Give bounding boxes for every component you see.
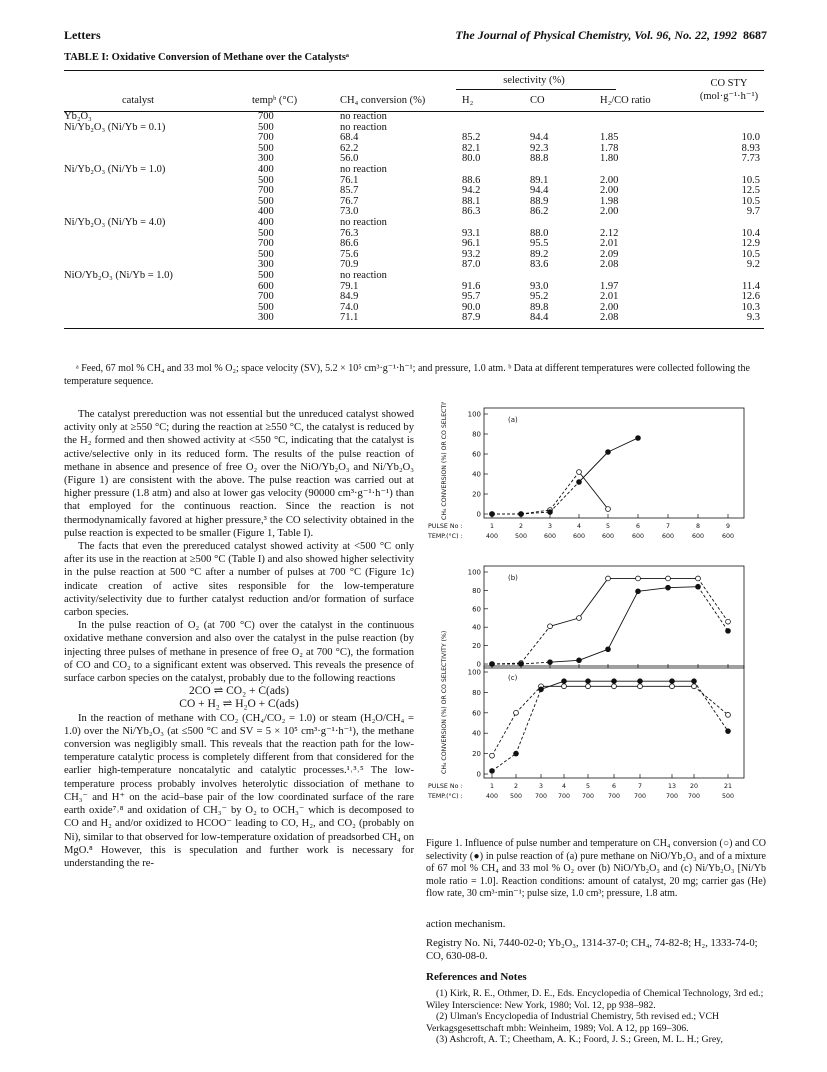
- table-cell: 92.3: [530, 142, 549, 154]
- right-column-text: [426, 918, 766, 1046]
- series-line: [608, 591, 638, 649]
- page-number: 8687: [743, 28, 767, 42]
- table-row: [64, 218, 764, 229]
- table-cell: 500: [258, 227, 274, 239]
- series-line: [492, 663, 521, 664]
- co-selectivity-point: [548, 660, 553, 665]
- table-row: [64, 176, 764, 187]
- temperature-value: 700: [607, 793, 621, 800]
- reference-item: (2) Ulman's Encyclopedia of Industrial Chemistry, 5th revised ed.; VCH Verkagsgesettschaft mbh: Weinheim, 1989; Vol. A 12, pp 169–306.: [426, 1011, 720, 1034]
- series-line: [521, 662, 550, 664]
- table-cell: 500: [258, 301, 274, 313]
- table-cell: no reaction: [340, 163, 387, 175]
- y-tick-label: 80: [472, 430, 481, 439]
- table-cell: 2.09: [600, 248, 619, 260]
- table-cell: 500: [258, 174, 274, 186]
- table-cell: 600: [258, 280, 274, 292]
- table-cell: 56.0: [340, 153, 359, 165]
- ch4-conversion-point: [490, 753, 495, 758]
- table-cell: 84.4: [530, 312, 549, 324]
- table-cell: 11.4: [742, 280, 760, 292]
- table-row: [64, 271, 764, 282]
- figure-1-plots: [426, 402, 756, 834]
- y-tick-label: 0: [476, 770, 481, 779]
- table-cell: 94.4: [530, 185, 549, 197]
- header-selectivity: selectivity (%): [503, 75, 565, 86]
- table-cell: 62.2: [340, 142, 359, 154]
- table-cell: 94.4: [530, 132, 549, 144]
- table-cell: 500: [258, 121, 274, 133]
- table-cell: 87.0: [462, 259, 481, 271]
- registry-numbers: Registry No. Ni, 7440-02-0; Yb₂O₃, 1314-37-0; CH₄, 74-82-8; H₂, 1333-74-0; CO, 630-08-0.: [426, 938, 758, 962]
- table-cell: 12.9: [741, 238, 760, 250]
- panel-b-label: (b): [508, 574, 518, 582]
- panel-c-label: (c): [508, 674, 518, 682]
- header-sty-line2: (mol·g⁻¹·h⁻¹): [699, 91, 759, 102]
- data-table: [64, 70, 764, 329]
- co-selectivity-point: [548, 510, 553, 515]
- co-selectivity-point: [696, 584, 701, 589]
- table-cell: 76.7: [340, 195, 359, 207]
- table-cell: NiO/Yb₂O₃ (Ni/Yb = 1.0): [64, 269, 173, 281]
- table-cell: 1.80: [600, 153, 619, 165]
- co-selectivity-point: [670, 679, 675, 684]
- table-cell: 700: [258, 132, 274, 144]
- pulse-number: 2: [518, 523, 524, 530]
- pulse-number: 6: [635, 523, 641, 530]
- pulse-number: 3: [547, 523, 553, 530]
- running-header-section: Letters: [64, 28, 101, 42]
- header-sty-line1: CO STY: [710, 78, 748, 89]
- left-column-text: [64, 408, 414, 870]
- table-row: [64, 250, 764, 261]
- table-cell: 9.3: [746, 312, 760, 324]
- temperature-value: 600: [601, 533, 615, 540]
- ch4-conversion-point: [670, 684, 675, 689]
- ch4-conversion-point: [612, 684, 617, 689]
- pulse-number: 3: [538, 783, 544, 790]
- table-cell: 700: [258, 111, 274, 122]
- y-axis-label-bc: CH₄ CONVERSION (%) OR CO SELECTIVITY (%): [441, 630, 448, 774]
- paragraph-tail: action mechanism.: [426, 919, 506, 930]
- table-cell: 2.00: [600, 206, 619, 218]
- y-tick-label: 40: [472, 729, 481, 738]
- co-selectivity-point: [606, 450, 611, 455]
- series-line: [550, 660, 579, 662]
- table-cell: no reaction: [340, 121, 387, 133]
- table-cell: 87.9: [462, 312, 481, 324]
- references-heading: References and Notes: [426, 971, 527, 983]
- temperature-value: 500: [514, 533, 528, 540]
- table-body: [64, 112, 764, 324]
- table-cell: 300: [258, 259, 274, 271]
- pulse-label-a: PULSE No :: [428, 523, 463, 530]
- table-cell: 86.6: [340, 238, 359, 250]
- pulse-label-c: PULSE No :: [428, 783, 463, 790]
- co-selectivity-point: [490, 769, 495, 774]
- table-row: [64, 313, 764, 324]
- table-cell: Yb₂O₃: [64, 111, 92, 122]
- co-selectivity-point: [726, 628, 731, 633]
- table-cell: 86.2: [530, 206, 549, 218]
- pulse-number: 1: [489, 783, 495, 790]
- table-cell: 2.01: [600, 291, 619, 303]
- table-cell: 88.6: [462, 174, 481, 186]
- table-cell: 300: [258, 312, 274, 324]
- table-row: [64, 144, 764, 155]
- table-cell: 12.5: [741, 185, 760, 197]
- header-ratio: H₂/CO ratio: [600, 95, 651, 106]
- temperature-value: 700: [687, 793, 701, 800]
- paragraph: In the reaction of methane with CO₂ (CH₄/CO₂ = 1.0) or steam (H₂O/CH₄ = 1.0) over the Ni/Yb₂O₃ (at ≤500 °C and SV = 5 × 10⁵ cm³·g⁻¹·h⁻¹), the methane conversion was negligibly small. This reveals that the reaction path for the low-temperature catalytic process is completely different from that considered for the earlier high-temperature noncatalytic and catalytic processes.¹˒³˒⁵ The low-temperature process probably involves heterolytic dissociation of methane to CH₃⁻ and H⁺ on the acid–base pair of the low coordinated surface of the rare earth oxide⁷˒⁸ and oxidation of CH₃⁻ by O₂ to OCH₃⁻ which is decomposed to CO and H₂ and/or oxidized to HCOO⁻ leading to CO, H₂, and CO₂ (probably on Ni), similar to that observed for low-temperature oxidation of preadsorbed CH₄ on MgO.⁸ However, this is speculation and further work is necessary for understanding the re-: [64, 712, 414, 869]
- running-header-journal: [455, 28, 767, 43]
- table-title: TABLE I: Oxidative Conversion of Methane over the Catalystsᵃ: [64, 52, 349, 63]
- pulse-number: 5: [585, 783, 591, 790]
- ch4-conversion-point: [562, 684, 567, 689]
- table-cell: 1.78: [600, 142, 619, 154]
- table-cell: 12.6: [741, 291, 760, 303]
- series-line: [516, 686, 541, 713]
- table-cell: 96.1: [462, 238, 481, 250]
- header-h2: H₂: [462, 95, 474, 106]
- series-line: [698, 578, 728, 621]
- pulse-number: 20: [689, 783, 699, 790]
- table-cell: 71.1: [340, 312, 359, 324]
- co-selectivity-point: [636, 436, 641, 441]
- table-cell: 500: [258, 269, 274, 281]
- header-conversion: CH₄ conversion (%): [340, 95, 426, 106]
- y-tick-label: 60: [472, 450, 481, 459]
- table-cell: 10.5: [741, 248, 760, 260]
- table-cell: 2.01: [600, 238, 619, 250]
- co-selectivity-point: [562, 679, 567, 684]
- pulse-number: 5: [605, 523, 611, 530]
- temperature-value: 600: [721, 533, 735, 540]
- table-cell: 10.3: [741, 301, 760, 313]
- header-temp: tempᵇ (°C): [252, 95, 298, 106]
- temperature-value: 700: [581, 793, 595, 800]
- ch4-conversion-point: [586, 684, 591, 689]
- table-cell: Ni/Yb₂O₃ (Ni/Yb = 4.0): [64, 216, 166, 228]
- series-line: [579, 649, 608, 660]
- ch4-conversion-point: [514, 710, 519, 715]
- co-selectivity-point: [490, 512, 495, 517]
- series-line: [521, 626, 550, 663]
- table-cell: 93.2: [462, 248, 481, 260]
- table-row: [64, 112, 764, 123]
- ch4-conversion-point: [666, 576, 671, 581]
- panel-a-label: (a): [508, 416, 518, 424]
- header-co: CO: [530, 95, 545, 106]
- table-cell: 88.1: [462, 195, 481, 207]
- table-cell: 2.00: [600, 185, 619, 197]
- journal-citation: The Journal of Physical Chemistry, Vol. 96, No. 22, 1992: [455, 28, 737, 42]
- header-catalyst: catalyst: [122, 95, 155, 106]
- y-tick-label: 40: [472, 470, 481, 479]
- table-cell: 95.5: [530, 238, 549, 250]
- series-line: [694, 681, 728, 731]
- temperature-value: 600: [543, 533, 557, 540]
- pulse-number: 2: [513, 783, 519, 790]
- table-cell: 84.9: [340, 291, 359, 303]
- table-cell: 10.5: [741, 195, 760, 207]
- y-axis-label-a: CH₄ CONVERSION (%) OR CO SELECTIVITY (%): [441, 402, 448, 520]
- series-line: [516, 689, 541, 753]
- table-cell: 7.73: [741, 153, 760, 165]
- co-selectivity-point: [519, 512, 524, 517]
- panel-a-frame: [484, 408, 744, 518]
- table-row: [64, 239, 764, 250]
- co-selectivity-point: [577, 480, 582, 485]
- table-cell: 86.3: [462, 206, 481, 218]
- series-line: [638, 588, 668, 592]
- table-row: [64, 133, 764, 144]
- reference-item: (3) Ashcroft, A. T.; Cheetham, A. K.; Foord, J. S.; Green, M. L. H.; Grey,: [436, 1034, 723, 1045]
- table-cell: 75.6: [340, 248, 359, 260]
- pulse-number: 1: [489, 523, 495, 530]
- y-tick-label: 20: [472, 642, 481, 651]
- co-selectivity-point: [539, 687, 544, 692]
- table-cell: 500: [258, 142, 274, 154]
- series-line: [550, 482, 579, 512]
- table-cell: 89.1: [530, 174, 549, 186]
- table-cell: no reaction: [340, 216, 387, 228]
- ch4-conversion-point: [726, 619, 731, 624]
- table-row: [64, 292, 764, 303]
- table-cell: 10.0: [741, 132, 760, 144]
- table-cell: 2.00: [600, 301, 619, 313]
- temperature-value: 400: [485, 533, 499, 540]
- y-tick-label: 60: [472, 605, 481, 614]
- table-cell: 80.0: [462, 153, 481, 165]
- table-cell: 1.98: [600, 195, 619, 207]
- pulse-number: 9: [725, 523, 731, 530]
- co-selectivity-point: [666, 585, 671, 590]
- ch4-conversion-point: [692, 684, 697, 689]
- table-cell: 500: [258, 248, 274, 260]
- table-cell: 88.9: [530, 195, 549, 207]
- table-cell: 1.97: [600, 280, 619, 292]
- co-selectivity-point: [577, 658, 582, 663]
- temperature-value: 600: [631, 533, 645, 540]
- table-cell: 89.2: [530, 248, 549, 260]
- table-cell: 88.0: [530, 227, 549, 239]
- series-line: [668, 587, 698, 588]
- table-cell: Ni/Yb₂O₃ (Ni/Yb = 0.1): [64, 121, 166, 133]
- co-selectivity-point: [726, 729, 731, 734]
- table-cell: 76.1: [340, 174, 359, 186]
- co-selectivity-point: [606, 647, 611, 652]
- table-cell: 700: [258, 185, 274, 197]
- table-row: [64, 207, 764, 218]
- pulse-number: 7: [665, 523, 671, 530]
- table-cell: 500: [258, 195, 274, 207]
- temperature-value: 700: [557, 793, 571, 800]
- table-cell: 10.5: [741, 174, 760, 186]
- pulse-number: 13: [667, 783, 677, 790]
- temperature-value: 600: [691, 533, 705, 540]
- table-row: [64, 303, 764, 314]
- table-cell: 79.1: [340, 280, 359, 292]
- series-line: [579, 452, 608, 482]
- table-cell: 82.1: [462, 142, 481, 154]
- y-tick-label: 40: [472, 623, 481, 632]
- pulse-number: 8: [695, 523, 701, 530]
- reference-item: (1) Kirk, R. E., Othmer, D. E., Eds. Encyclopedia of Chemical Technology, 3rd ed.; Wiley Interscience: New York, 1980; Vol. 12, pp 938–982.: [426, 988, 764, 1011]
- table-row: [64, 282, 764, 293]
- header-sty: [684, 77, 774, 103]
- table-cell: 91.6: [462, 280, 481, 292]
- series-line: [521, 512, 550, 514]
- y-tick-label: 0: [476, 510, 481, 519]
- references-list: [426, 988, 766, 1046]
- pulse-number: 7: [637, 783, 643, 790]
- series-line: [521, 510, 550, 514]
- table-cell: 68.4: [340, 132, 359, 144]
- series-line: [541, 681, 564, 689]
- pulse-number: 6: [611, 783, 617, 790]
- temp-label-a: TEMP.(°C) :: [428, 533, 463, 540]
- series-line: [492, 713, 516, 756]
- temperature-value: 600: [572, 533, 586, 540]
- series-line: [698, 587, 728, 631]
- series-line: [550, 472, 579, 510]
- table-cell: 90.0: [462, 301, 481, 313]
- equation-2: CO + H₂ ⇌ H₂O + C(ads): [179, 698, 299, 711]
- ch4-conversion-point: [726, 712, 731, 717]
- figure-1: [426, 402, 756, 834]
- paragraph: The catalyst prereduction was not essential but the unreduced catalyst showed activity only at ≥550 °C; during the reaction at ≥550 °C, the catalyst is reduced by the H₂ formed and then showed activity at <550 °C, indicating that the catalyst is active/selective only in its reduced form. The results of the pulse reaction of methane in absence and presence of free O₂ over the NiO/Yb₂O₃ and Ni/Yb₂O₃ (Figure 1) are consistent with the above. The pulse reaction was carried out at higher pressure (1.8 atm) and also at lower gas velocity (90000 cm³·g⁻¹·h⁻¹) than that employed for the continuous reaction. Since the reaction is not thermodynamically favored at higher pressure,³ the CO selectivity obtained in the pulse reaction is expected to be smaller (Figure 1, Table I).: [64, 409, 414, 539]
- panel-b-frame: [484, 566, 744, 668]
- table-cell: 10.4: [741, 227, 760, 239]
- temp-label-c: TEMP.(°C) :: [428, 793, 463, 800]
- y-tick-label: 80: [472, 586, 481, 595]
- pulse-number: 4: [561, 783, 567, 790]
- ch4-conversion-point: [696, 576, 701, 581]
- temperature-value: 400: [485, 793, 499, 800]
- table-row: [64, 197, 764, 208]
- table-cell: 400: [258, 216, 274, 228]
- table-cell: 76.3: [340, 227, 359, 239]
- series-line: [492, 754, 516, 771]
- ch4-conversion-point: [577, 616, 582, 621]
- table-cell: 400: [258, 206, 274, 218]
- table-cell: no reaction: [340, 269, 387, 281]
- table-row: [64, 186, 764, 197]
- table-cell: 88.8: [530, 153, 549, 165]
- table-cell: Ni/Yb₂O₃ (Ni/Yb = 1.0): [64, 163, 166, 175]
- table-cell: no reaction: [340, 111, 387, 122]
- table-cell: 74.0: [340, 301, 359, 313]
- y-tick-label: 0: [476, 660, 481, 669]
- table-row: [64, 123, 764, 134]
- temperature-value: 500: [509, 793, 523, 800]
- table-cell: 95.2: [530, 291, 549, 303]
- table-cell: 400: [258, 163, 274, 175]
- ch4-conversion-point: [606, 576, 611, 581]
- series-line: [550, 618, 579, 626]
- pulse-number: 21: [723, 783, 733, 790]
- table-header: [64, 71, 764, 112]
- table-cell: 93.0: [530, 280, 549, 292]
- table-cell: 95.7: [462, 291, 481, 303]
- table-cell: 700: [258, 238, 274, 250]
- table-row: [64, 229, 764, 240]
- figure-caption: Figure 1. Influence of pulse number and temperature on CH₄ conversion (○) and CO selectivity (●) in pulse reaction of (a) pure methane on NiO/Yb₂O₃ and of a mixture of 67 mol % CH₄ and 33 mol % O₂ over (b) NiO/Yb₂O₃ and (c) Ni/Yb₂O₃ [Ni/Yb mole ratio = 1.0]. Reaction conditions: amount of catalyst, 20 mg; carrier gas (He) flow rate, 30 cm³·min⁻¹; pulse size, 1.0 cm³; pressure, 1.8 atm.: [426, 838, 766, 899]
- y-tick-label: 100: [467, 668, 481, 677]
- series-line: [694, 686, 728, 715]
- temperature-value: 700: [633, 793, 647, 800]
- temperature-value: 600: [661, 533, 675, 540]
- temperature-value: 500: [721, 793, 735, 800]
- table-cell: 8.93: [741, 142, 760, 154]
- table-cell: 2.12: [600, 227, 619, 239]
- co-selectivity-point: [692, 679, 697, 684]
- co-selectivity-point: [638, 679, 643, 684]
- table-cell: 9.2: [746, 259, 760, 271]
- ch4-conversion-point: [636, 576, 641, 581]
- co-selectivity-point: [636, 589, 641, 594]
- y-tick-label: 80: [472, 688, 481, 697]
- y-tick-label: 100: [467, 410, 481, 419]
- ch4-conversion-point: [606, 507, 611, 512]
- table-cell: 9.7: [746, 206, 760, 218]
- y-tick-label: 100: [467, 568, 481, 577]
- y-tick-label: 20: [472, 750, 481, 759]
- co-selectivity-point: [514, 751, 519, 756]
- table-cell: 85.2: [462, 132, 481, 144]
- table-cell: 2.08: [600, 259, 619, 271]
- ch4-conversion-point: [638, 684, 643, 689]
- table-cell: 2.08: [600, 312, 619, 324]
- table-cell: 2.00: [600, 174, 619, 186]
- y-tick-label: 60: [472, 709, 481, 718]
- table-cell: 89.8: [530, 301, 549, 313]
- ch4-conversion-point: [577, 470, 582, 475]
- co-selectivity-point: [586, 679, 591, 684]
- pulse-number: 4: [576, 523, 582, 530]
- table-cell: 94.2: [462, 185, 481, 197]
- table-cell: 73.0: [340, 206, 359, 218]
- table-cell: 70.9: [340, 259, 359, 271]
- co-selectivity-point: [612, 679, 617, 684]
- series-line: [579, 578, 608, 618]
- table-cell: 700: [258, 291, 274, 303]
- table-cell: 83.6: [530, 259, 549, 271]
- paragraph: In the pulse reaction of O₂ (at 700 °C) over the catalyst in the continuous oxidative methane conversion and also over the catalyst in the pulse reaction (by injecting three pulses of methane in presence of free O₂ at 700 °C), the formation of CO and CO₂ to a significant extent was observed. This reveals the presence of surface carbon species on the catalyst, probably due to the following reactions: [64, 620, 414, 685]
- paragraph: The facts that even the prereduced catalyst showed activity at <500 °C only after its use in the reaction at ≥500 °C (Table I) and also showed higher selectivity in the pulse reaction at 500 °C after a number of pulses at 700 °C (Figure 1c) indicate creation of active sites responsible for the low-temperature activity/selectivity due to further catalyst reduction and/or formation of surface carbon species.: [64, 541, 414, 619]
- temperature-value: 700: [665, 793, 679, 800]
- y-tick-label: 20: [472, 490, 481, 499]
- table-cell: 85.7: [340, 185, 359, 197]
- ch4-conversion-point: [548, 624, 553, 629]
- table-footnote: ᵃ Feed, 67 mol % CH₄ and 33 mol % O₂; space velocity (SV), 5.2 × 10⁵ cm³·g⁻¹·h⁻¹; and pressure, 1.0 atm. ᵇ Data at different temperatures were collected following the temperature sequence.: [64, 363, 750, 387]
- table-cell: 300: [258, 153, 274, 165]
- equation-1: 2CO ⇌ CO₂ + C(ads): [189, 685, 289, 698]
- series-line: [608, 438, 638, 452]
- temperature-value: 700: [534, 793, 548, 800]
- table-cell: 1.85: [600, 132, 619, 144]
- table-row: [64, 154, 764, 165]
- table-row: [64, 165, 764, 176]
- table-cell: 93.1: [462, 227, 481, 239]
